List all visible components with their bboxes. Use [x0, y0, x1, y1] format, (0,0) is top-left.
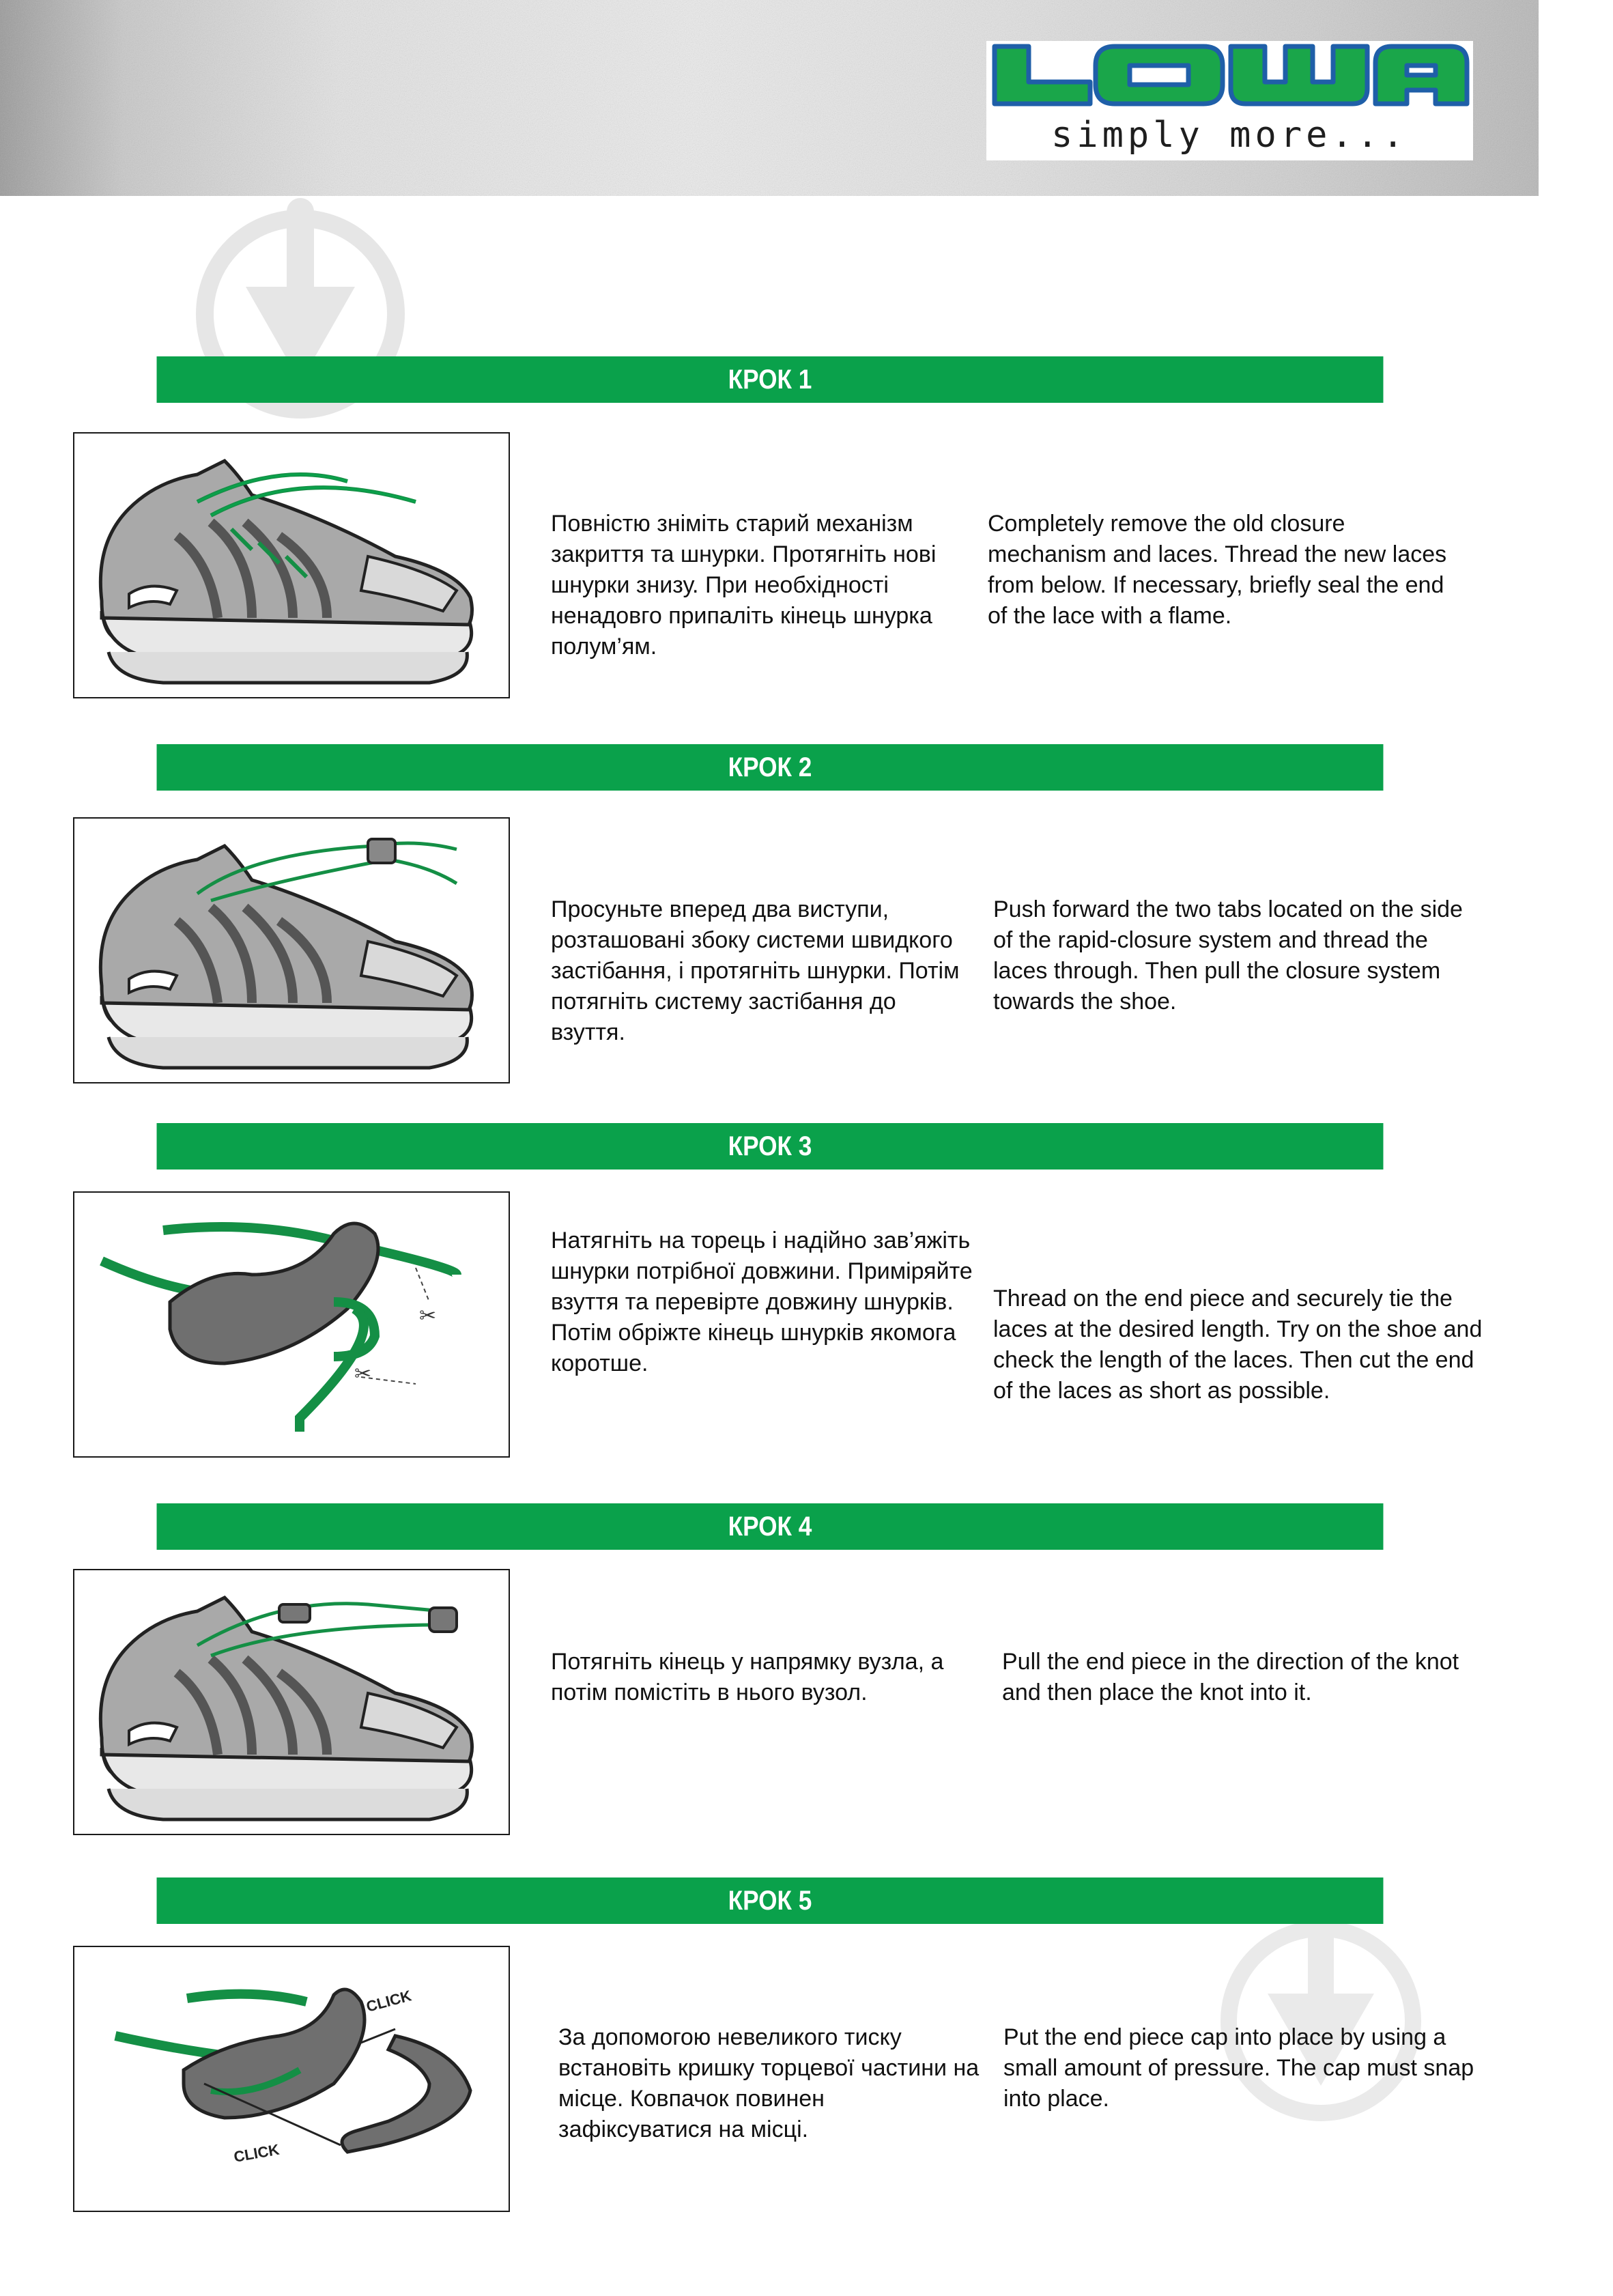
- step-1-title: КРОК 1: [728, 365, 812, 395]
- end-piece-cap-icon: [74, 1947, 509, 2211]
- step-5-title: КРОК 5: [728, 1886, 812, 1916]
- step-5-header: [157, 1877, 1384, 1924]
- header-banner: [0, 0, 1539, 196]
- step-3-header: [157, 1123, 1384, 1170]
- step-3-title: КРОК 3: [728, 1131, 812, 1161]
- click-label-top: CLICK: [364, 1987, 414, 2015]
- shoe-lacing-icon: [74, 434, 509, 697]
- step-4-title: КРОК 4: [728, 1512, 812, 1542]
- step-2-text-uk: Просуньте вперед два виступи, розташовані збоку системи швидкого застібання, і протягніть шнурки. Потім потягніть систему застібання до взуття.: [551, 896, 960, 1045]
- step-3-illustration: [73, 1191, 510, 1458]
- step-4-header: [157, 1503, 1384, 1550]
- step-1-header: [157, 356, 1384, 403]
- step-4-text-uk: Потягніть кінець у напрямку вузла, а потім помістіть в нього вузол.: [551, 1649, 944, 1705]
- shoe-end-piece-icon: [74, 1570, 509, 1834]
- lowa-logo-mark: [986, 41, 1473, 109]
- step-5-text-uk: За допомогою невеликого тиску встановіть кришку торцевої частини на місце. Ковпачок повинен зафіксуватися на місці.: [558, 2024, 980, 2142]
- svg-text:✂: ✂: [354, 1363, 372, 1385]
- step-1-text-en: Completely remove the old closure mechanism and laces. Thread the new laces from below. If necessary, briefly seal the end of the lace with a flame.: [988, 511, 1447, 629]
- svg-text:✂: ✂: [419, 1305, 437, 1327]
- step-3-text-en: Thread on the end piece and securely tie the laces at the desired length. Try on the shoe and check the length of the laces. Then cut the end of the laces as short as possible.: [993, 1286, 1483, 1404]
- step-3-text-uk: Натягніть на торець і надійно зав’яжіть шнурки потрібної довжини. Приміряйте взуття та перевірте довжину шнурків. Потім обріжте кінець шнурків якомога коротше.: [551, 1228, 973, 1376]
- shoe-closure-icon: [74, 819, 509, 1082]
- lowa-logo: [986, 41, 1473, 160]
- step-2-text-en: Push forward the two tabs located on the side of the rapid-closure system and thread the laces through. Then pull the closure system towards the shoe.: [993, 896, 1463, 1015]
- step-1-illustration: [73, 432, 510, 698]
- step-4-text-en: Pull the end piece in the direction of the knot and then place the knot into it.: [1002, 1649, 1459, 1705]
- step-5-text-en: Put the end piece cap into place by using a small amount of pressure. The cap must snap into place.: [1003, 2024, 1474, 2112]
- end-piece-knot-icon: [74, 1193, 509, 1456]
- step-2-illustration: [73, 817, 510, 1083]
- step-4-illustration: [73, 1569, 510, 1835]
- tagline: simply more...: [1051, 115, 1408, 156]
- step-5-illustration: [73, 1946, 510, 2212]
- step-2-header: [157, 744, 1384, 791]
- step-1-text-uk: Повністю зніміть старий механізм закриття та шнурки. Протягніть нові шнурки знизу. При необхідності ненадовго припаліть кінець шнурка полум’ям.: [551, 511, 937, 660]
- click-label-bottom: CLICK: [232, 2140, 281, 2166]
- step-2-title: КРОК 2: [728, 752, 812, 782]
